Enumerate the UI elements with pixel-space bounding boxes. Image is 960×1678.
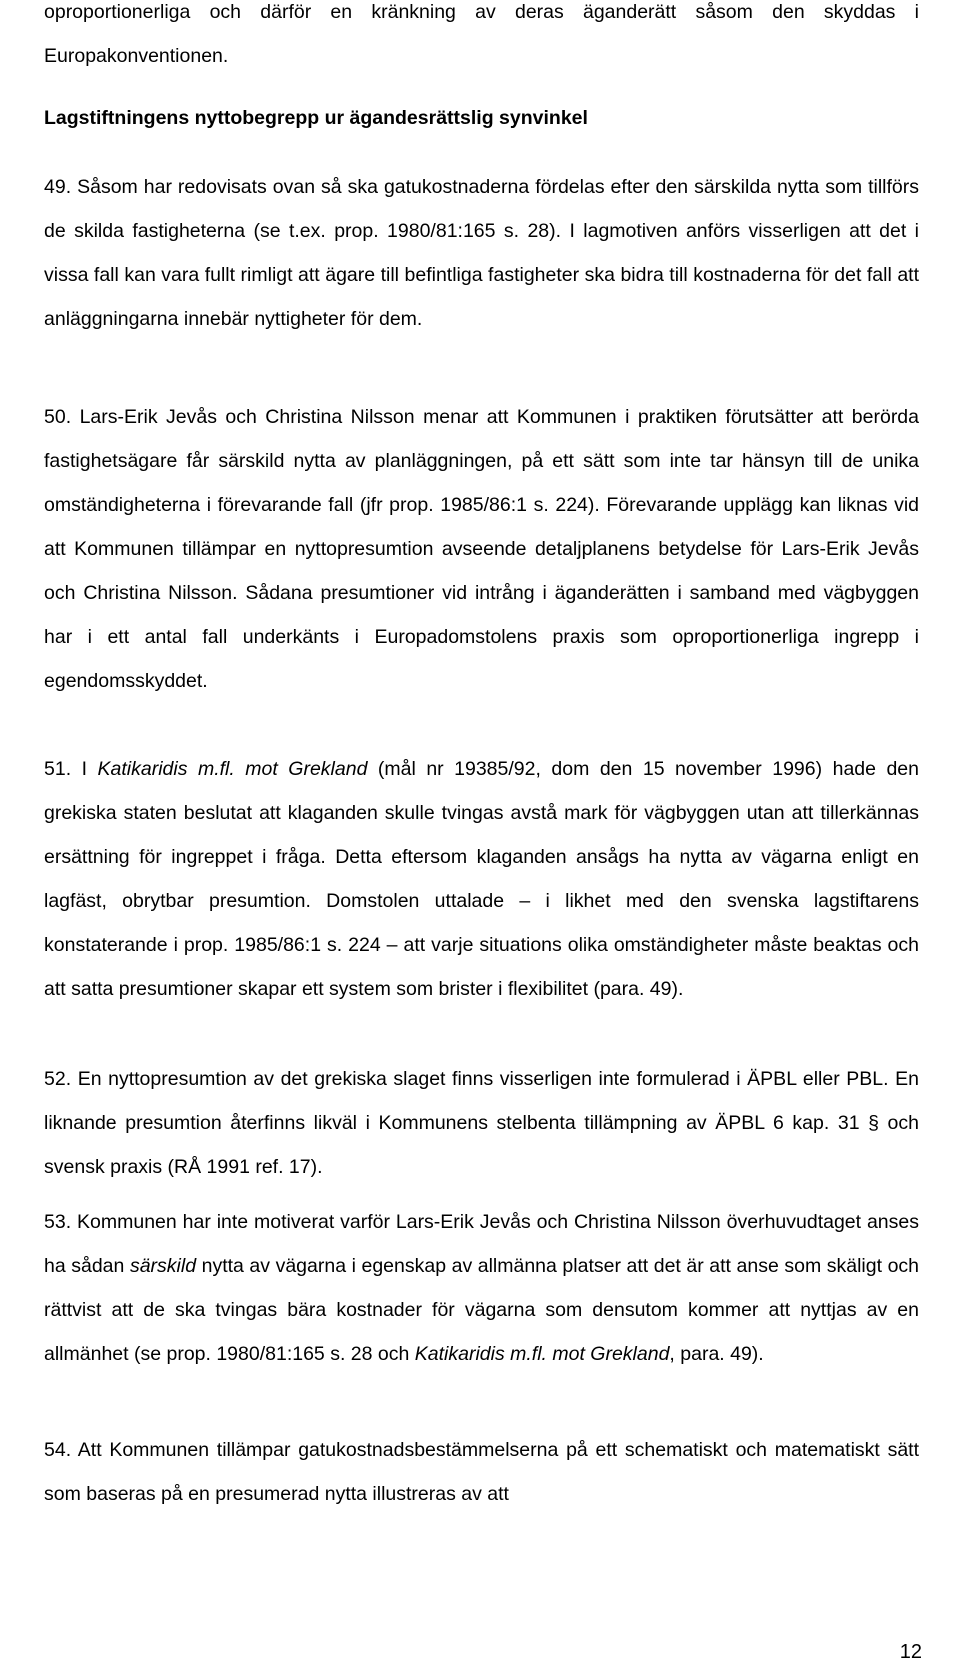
case-citation: Katikaridis m.fl. mot Grekland [414,1343,670,1365]
paragraph-text: nytta av vägarna i egenskap av allmänna platser att det är att anse som skäligt och rättvist att de ska tvingas bära kostnader för vägarna som densutom kommer att nyttjas av en allmänhet (se prop. 1980/81:165 s. 28 och [44,1255,920,1365]
paragraph-text: Att Kommunen tillämpar gatukostnadsbestämmelserna på ett schematiskt och matematiskt sätt som baseras på en presumerad nytta illustreras av att [44,1439,919,1505]
paragraph-number: 54. [44,1439,72,1461]
paragraph-number: 50. [44,406,72,428]
section-heading: Lagstiftningens nyttobegrepp ur ägandesrättslig synvinkel [44,107,588,129]
paragraph-text: Lars-Erik Jevås och Christina Nilsson menar att Kommunen i praktiken förutsätter att berörda fastighetsägare får särskild nytta av planläggningen, på ett sätt som inte tar hänsyn till de unika omständigheterna i förevarande fall (jfr prop. 1985/86:1 s. 224). Förevarande upplägg kan liknas vid att Kommunen tillämpar en nyttopresumtion avseende detaljplanens betydelse för Lars-Erik Jevås och Christina Nilsson. Sådana presumtioner vid intrång i äganderätten i samband med vägbyggen har i ett antal fall underkänts i Europadomstolens praxis som oproportionerliga ingrepp i egendomsskyddet. [44,406,919,692]
paragraph-53 [44,1200,919,1376]
paragraph-text: En nyttopresumtion av det grekiska slaget finns visserligen inte formulerad i ÄPBL eller PBL. En liknande presumtion återfinns likväl i Kommunens stelbenta tillämpning av ÄPBL 6 kap. 31 § och svensk praxis (RÅ 1991 ref. 17). [44,1068,919,1178]
paragraph-54 [44,1428,919,1516]
emphasis: särskild [129,1255,197,1277]
paragraph-text-tail: , para. 49). [669,1343,764,1365]
paragraph-number: 53. [44,1211,72,1233]
paragraph-51 [44,747,919,1011]
paragraph-text: Såsom har redovisats ovan så ska gatukostnaderna fördelas efter den särskilda nytta som tillförs de skilda fastigheterna (se t.ex. prop. 1980/81:165 s. 28). I lagmotiven anförs visserligen att det i vissa fall kan vara fullt rimligt att ägare till befintliga fastigheter ska bidra till kostnaderna för det fall att anläggningarna innebär nyttigheter för dem. [44,176,919,330]
paragraph-text: (mål nr 19385/92, dom den 15 november 1996) hade den grekiska staten beslutat att klaganden skulle tvingas avstå mark för vägbyggen utan att tillerkännas ersättning för ingreppet i fråga. Detta eftersom klaganden ansågs ha nytta av vägarna enligt en lagfäst, obrytbar presumtion. Domstolen uttalade – i likhet med den svenska lagstiftarens konstaterande i prop. 1985/86:1 s. 224 – att varje situations olika omständigheter måste beaktas och att satta presumtioner skapar ett system som brister i flexibilitet (para. 49). [44,758,920,1000]
paragraph-text-lead: Kommunen har inte motiverat varför Lars-Erik Jevås och Christina Nilsson överhuvudtaget anses ha sådan [44,1211,919,1277]
paragraph-number: 49. [44,176,72,198]
continuation-paragraph: oproportionerliga och därför en kränkning av deras äganderätt såsom den skyddas i Europakonventionen. [44,1,919,67]
paragraph-text-lead: I [81,758,98,780]
paragraph-number: 51. [44,758,72,780]
paragraph-52 [44,1057,919,1189]
paragraph-49 [44,165,919,341]
case-citation: Katikaridis m.fl. mot Grekland [97,758,368,780]
paragraph-number: 52. [44,1068,72,1090]
page-number: 12 [899,1641,922,1663]
paragraph-50 [44,395,919,703]
